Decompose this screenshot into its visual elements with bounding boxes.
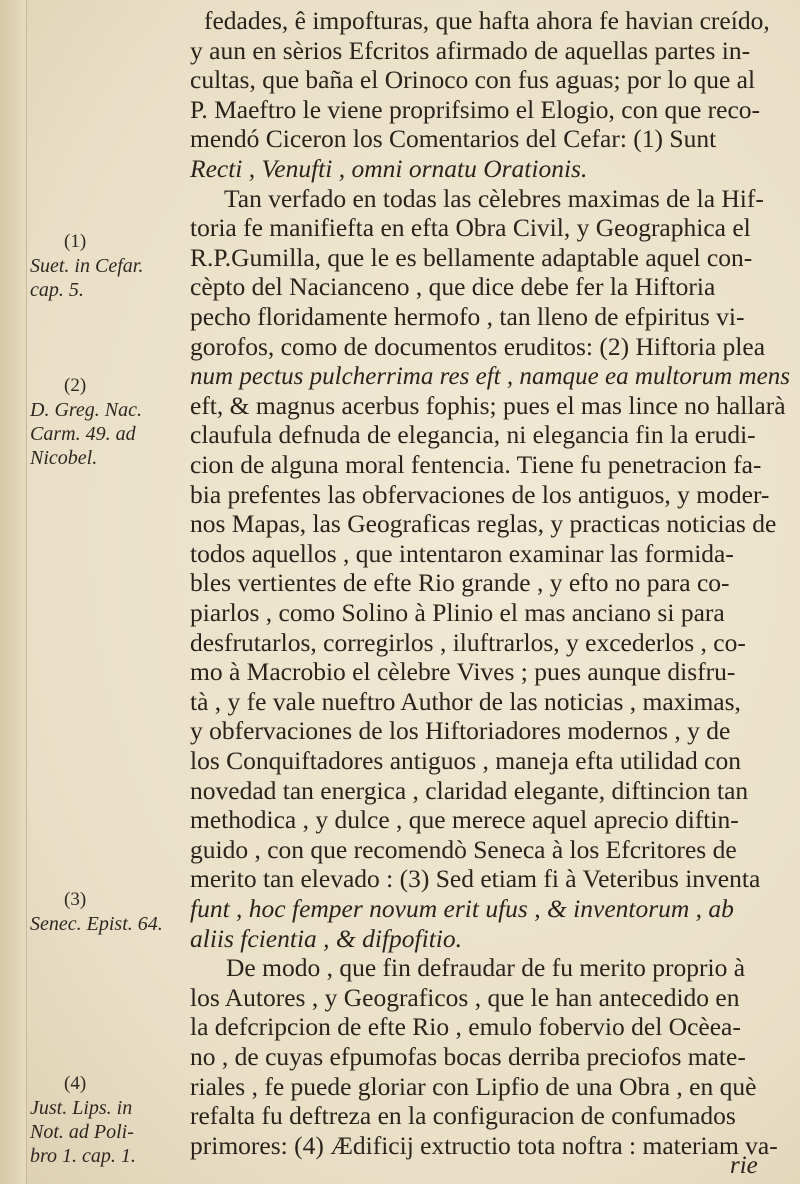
text-line: refalta fu deftreza en la configuracion de confumados bbox=[190, 1101, 736, 1131]
text-line: pecho floridamente hermofo , tan lleno de efpiritus vi- bbox=[190, 302, 745, 331]
note-line: cap. 5. bbox=[30, 279, 84, 301]
text-line: no , de cuyas efpumofas bocas derriba preciofos mate- bbox=[190, 1042, 746, 1071]
text-line: Tan verfado en todas las cèlebres maximas de la Hif- bbox=[224, 183, 764, 213]
text-line: y obfervaciones de los Hiftoriadores modernos , y de bbox=[190, 716, 731, 746]
text-line: eft, & magnus acerbus fophis; pues el mas lince no hallarà bbox=[190, 390, 786, 420]
note-line: bro 1. cap. 1. bbox=[30, 1145, 136, 1167]
text-line: aliis fcientia , & difpofitio. bbox=[190, 923, 462, 953]
text-line: la defcripcion de efte Rio , emulo fobervio del Ocèea- bbox=[190, 1012, 741, 1042]
note-line: D. Greg. Nac. bbox=[30, 399, 143, 421]
text-line: nos Mapas, las Geograficas reglas, y practicas noticias de bbox=[190, 509, 777, 539]
text-line: piarlos , como Solino à Plinio el mas anciano si para bbox=[190, 598, 725, 627]
text-line: toria fe manifiefta en efta Obra Civil, y Geographica el bbox=[190, 213, 751, 243]
text-line: P. Maeftro le viene proprifsimo el Elogio, con que reco- bbox=[190, 94, 761, 124]
note-number: (2) bbox=[64, 375, 87, 396]
text-line: cion de alguna moral fentencia. Tiene fu penetracion fa- bbox=[190, 450, 762, 479]
text-line: cèpto del Nacianceno , que dice debe fer la Hiftoria bbox=[190, 272, 716, 302]
text-line: num pectus pulcherrima res eft , namque ea multorum mens bbox=[190, 361, 790, 391]
text-line: guido , con que recomendò Seneca à los Efcritores de bbox=[190, 834, 737, 864]
text-line: fedades, ê impofturas, que hafta ahora fe havian creído, bbox=[204, 6, 770, 35]
text-line: gorofos, como de documentos eruditos: (2) Hiftoria plea bbox=[190, 331, 766, 361]
text-line: los Autores , y Geograficos , que le han antecedido en bbox=[190, 982, 740, 1012]
text-line: bia prefentes las obfervaciones de los antiguos, y moder- bbox=[190, 479, 770, 509]
note-line: Just. Lips. in bbox=[30, 1097, 133, 1119]
text-line: Recti , Venufti , omni ornatu Orationis. bbox=[190, 154, 588, 183]
text-line: merito tan elevado : (3) Sed etiam fi à Veteribus inventa bbox=[190, 864, 761, 894]
note-number: (4) bbox=[64, 1073, 87, 1094]
text-line: mo à Macrobio el cèlebre Vives ; pues aunque disfru- bbox=[190, 657, 736, 687]
text-line: R.P.Gumilla, que le es bellamente adaptable aquel con- bbox=[190, 242, 753, 272]
text-line: methodica , y dulce , que merece aquel aprecio diftin- bbox=[190, 805, 739, 835]
text-line: y aun en sèrios Efcritos afirmado de aquellas partes in- bbox=[190, 35, 751, 65]
note-line: Suet. in Cefar. bbox=[30, 255, 144, 277]
text-line: tà , y fe vale nueftro Author de las noticias , maximas, bbox=[190, 686, 741, 716]
text-line: riales , fe puede gloriar con Lipfio de una Obra , en què bbox=[190, 1071, 757, 1101]
text-line: todos aquellos , que intentaron examinar las formida- bbox=[190, 538, 734, 568]
text-line: desfrutarlos, corregirlos , iluftrarlos, y excederlos , co- bbox=[190, 627, 746, 657]
note-line: Senec. Epist. 64. bbox=[30, 913, 163, 935]
text-line: cultas, que baña el Orinoco con fus aguas; por lo que al bbox=[190, 65, 756, 95]
text-line: claufula defnuda de elegancia, ni elegancia fin la erudi- bbox=[190, 420, 756, 450]
text-line: De modo , que fin defraudar de fu merito proprio à bbox=[226, 953, 746, 983]
page-binding-edge bbox=[0, 0, 27, 1184]
catchword: rie bbox=[730, 1152, 758, 1179]
note-line: Not. ad Poli- bbox=[30, 1121, 134, 1143]
margin-note-1 bbox=[30, 230, 143, 302]
note-number: (3) bbox=[64, 889, 87, 910]
text-line: bles vertientes de efte Rio grande , y efto no para co- bbox=[190, 568, 730, 598]
margin-note-3 bbox=[30, 888, 163, 936]
margin-note-4 bbox=[30, 1072, 136, 1168]
note-line: Carm. 49. ad bbox=[30, 423, 136, 445]
note-line: Nicobel. bbox=[30, 447, 98, 469]
text-line: mendó Ciceron los Comentarios del Cefar: (1) Sunt bbox=[190, 124, 717, 154]
margin-note-2 bbox=[30, 374, 142, 470]
text-line: primores: (4) Ædificij extructio tota noftra : materiam va- bbox=[190, 1130, 778, 1160]
text-line: los Conquiftadores antiguos , maneja efta utilidad con bbox=[190, 746, 741, 775]
text-line: funt , hoc femper novum erit ufus , & inventorum , ab bbox=[190, 894, 734, 923]
note-number: (1) bbox=[64, 231, 87, 252]
text-line: novedad tan energica , claridad elegante, diftincion tan bbox=[190, 775, 749, 805]
